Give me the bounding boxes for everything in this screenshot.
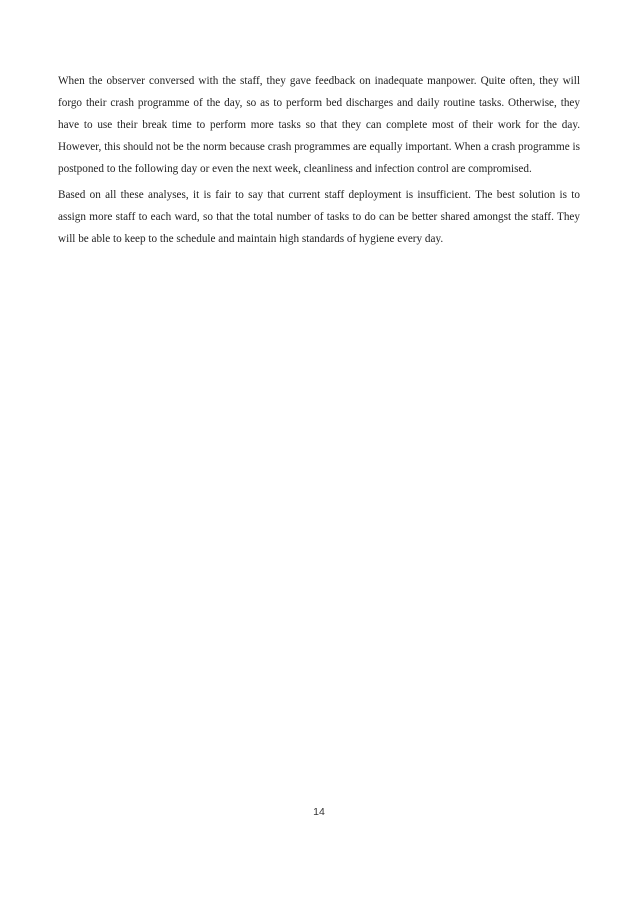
body-text: [58, 70, 580, 254]
paragraph-staff-feedback: When the observer conversed with the staff, they gave feedback on inadequate manpower. Quite often, they will forgo their crash programme of the day, so as to perform bed discharges and daily routine tasks. Otherwise, they have to use their break time to perform more tasks so that they can complete most of their work for the day. However, this should not be the norm because crash programmes are equally important. When a crash programme is postponed to the following day or even the next week, cleanliness and infection control are compromised.: [58, 75, 580, 175]
paragraph-conclusion: Based on all these analyses, it is fair to say that current staff deployment is insufficient. The best solution is to assign more staff to each ward, so that the total number of tasks to do can be better shared amongst the staff. They will be able to keep to the schedule and maintain high standards of hygiene every day.: [58, 189, 580, 245]
page-number: 14: [313, 806, 325, 818]
